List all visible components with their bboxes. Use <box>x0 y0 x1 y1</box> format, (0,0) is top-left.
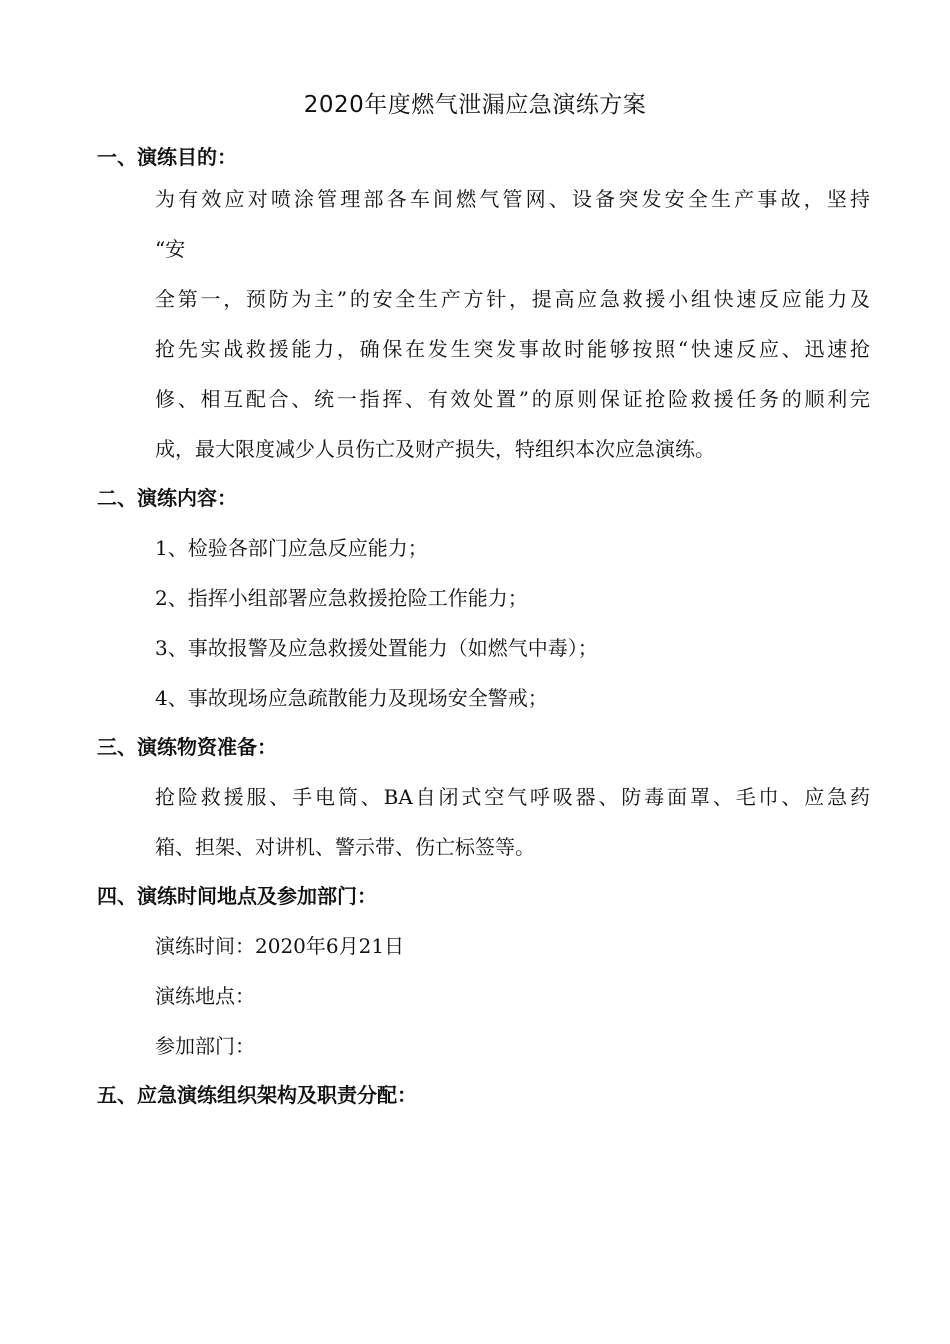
paragraph-line: 成，最大限度减少人员伤亡及财产损失，特组织本次应急演练。 <box>155 437 715 461</box>
paragraph-line: 修、相互配合、统一指挥、有效处置”的原则保证抢险救援任务的顺利完 <box>155 387 870 411</box>
list-item: 4、事故现场应急疏散能力及现场安全警戒； <box>155 686 548 710</box>
paragraph-line: 抢先实战救援能力，确保在发生突发事故时能够按照“快速反应、迅速抢 <box>155 337 870 361</box>
paragraph-line: 全第一，预防为主”的安全生产方针，提高应急救援小组快速反应能力及 <box>155 287 870 311</box>
drill-time: 演练时间：2020年6月21日 <box>155 934 405 958</box>
section-heading-time-place: 四、演练时间地点及参加部门： <box>97 884 377 908</box>
paragraph-line: “安 <box>155 237 186 261</box>
section-heading-materials: 三、演练物资准备： <box>97 735 277 759</box>
list-item: 1、检验各部门应急反应能力； <box>155 536 428 560</box>
list-item: 3、事故报警及应急救援处置能力（如燃气中毒）； <box>155 636 598 660</box>
drill-location: 演练地点： <box>155 984 255 1008</box>
list-item: 2、指挥小组部署应急救援抢险工作能力； <box>155 586 528 610</box>
paragraph-line: 为有效应对喷涂管理部各车间燃气管网、设备突发安全生产事故，坚持 <box>155 187 870 211</box>
paragraph-line: 抢险救援服、手电筒、BA自闭式空气呼吸器、防毒面罩、毛巾、应急药 <box>155 785 870 809</box>
paragraph-line: 箱、担架、对讲机、警示带、伤亡标签等。 <box>155 835 535 859</box>
document-title: 2020年度燃气泄漏应急演练方案 <box>303 92 647 118</box>
participating-departments: 参加部门： <box>155 1034 255 1058</box>
section-heading-organization: 五、应急演练组织架构及职责分配： <box>97 1083 417 1107</box>
section-heading-purpose: 一、演练目的： <box>97 145 237 169</box>
section-heading-content: 二、演练内容： <box>97 486 237 510</box>
